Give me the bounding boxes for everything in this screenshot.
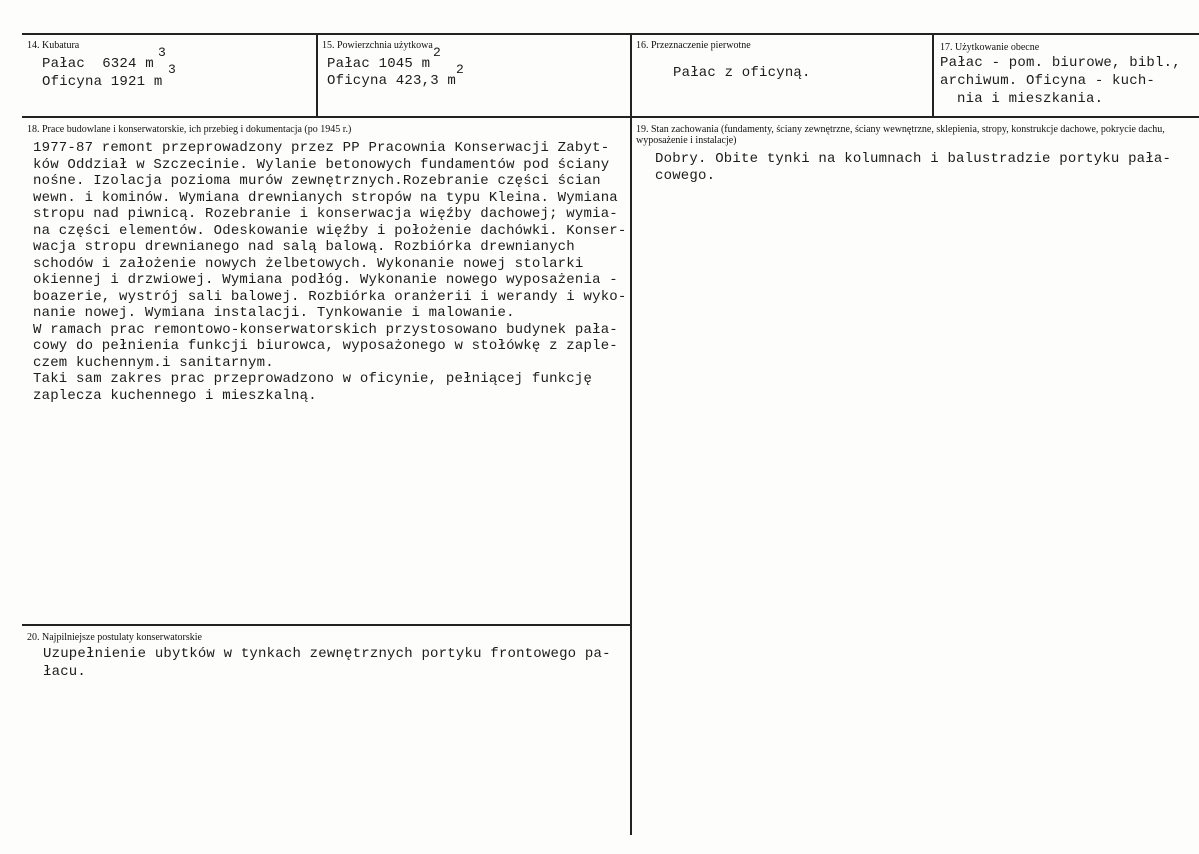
field-17-label: 17. Użytkowanie obecne xyxy=(940,42,1040,53)
field-16-label: 16. Przeznaczenie pierwotne xyxy=(636,40,751,51)
field-17-line-2: archiwum. Oficyna - kuch- xyxy=(940,73,1156,89)
field-18-label: 18. Prace budowlane i konserwatorskie, ich przebieg i dokumentacja (po 1945 r.) xyxy=(27,124,352,135)
field-16-value: Pałac z oficyną. xyxy=(673,65,811,81)
field-18-line: boazerie, wystrój sali balowej. Rozbiórka oranżerii i werandy i wyko- xyxy=(33,288,627,305)
col-divider-2 xyxy=(630,33,632,835)
field-20-label: 20. Najpilniejsze postulaty konserwatorskie xyxy=(27,632,202,643)
field-19-label: 19. Stan zachowania (fundamenty, ściany zewnętrzne, ściany wewnętrzne, sklepienia, stropy, konstrukcje dachowe, pokrycie dachu, wyposażenie i instalacje) xyxy=(636,124,1165,146)
col-divider-3 xyxy=(932,33,934,117)
top-border xyxy=(22,33,1199,35)
row-divider-1 xyxy=(22,116,1199,118)
field-18-line: stropu nad piwnicą. Rozebranie i konserwacja więźby dachowej; wymia- xyxy=(33,206,618,222)
field-20-line-2: łacu. xyxy=(43,664,87,680)
field-15-sup-2: 2 xyxy=(456,62,464,77)
field-19-line-2: cowego. xyxy=(655,168,716,184)
field-15-sup-1: 2 xyxy=(433,45,441,60)
field-15-label: 15. Powierzchnia użytkowa xyxy=(322,40,433,51)
field-18-line: W ramach prac remontowo-konserwatorskich przystosowano budynek pała- xyxy=(33,321,618,338)
field-14-sup-1: 3 xyxy=(158,45,166,60)
field-14-line-1: Pałac 6324 m xyxy=(42,56,154,72)
field-17-line-1: Pałac - pom. biurowe, bibl., xyxy=(940,55,1181,71)
field-18-line: wacja stropu drewnianego nad salą balową. Rozbiórka drewnianych xyxy=(33,239,575,255)
field-20-line-1: Uzupełnienie ubytków w tynkach zewnętrznych portyku frontowego pa- xyxy=(43,646,611,662)
field-18-line: czem kuchennym.i sanitarnym. xyxy=(33,354,274,371)
field-18-line: schodów i założenie nowych żelbetowych. Wykonanie nowej stolarki xyxy=(33,255,584,272)
field-18-line: Taki sam zakres prac przeprowadzono w oficynie, pełniącej funkcję xyxy=(33,371,593,387)
field-14-label: 14. Kubatura xyxy=(27,40,80,51)
field-14-line-2: Oficyna 1921 m xyxy=(42,74,163,90)
field-18-line: okiennej i drzwiowej. Wymiana podłóg. Wykonanie nowego wyposażenia - xyxy=(33,272,618,288)
field-18-body xyxy=(33,140,627,404)
field-18-line: wewn. i kominów. Wymiana drewnianych stropów na typu Kleina. Wymiana xyxy=(33,189,618,206)
field-15-line-2: Oficyna 423,3 m xyxy=(327,73,457,89)
field-18-line: 1977-87 remont przeprowadzony przez PP Pracownia Konserwacji Zabyt- xyxy=(33,140,610,156)
field-18-line: cowy do pełnienia funkcji biurowca, wyposażonego w stołówkę z zaple- xyxy=(33,338,618,354)
col-divider-1 xyxy=(316,33,318,117)
field-18-line: nośne. Izolacja pozioma murów zewnętrznych.Rozebranie części ścian xyxy=(33,173,601,189)
row-divider-2 xyxy=(22,624,631,626)
field-14-sup-2: 3 xyxy=(168,62,176,77)
field-18-line: ków Oddział w Szczecinie. Wylanie betonowych fundamentów pod ściany xyxy=(33,156,610,173)
field-18-line: na części elementów. Odeskowanie więźby i położenie dachówki. Konser- xyxy=(33,222,627,239)
field-15-line-1: Pałac 1045 m xyxy=(327,56,431,72)
field-19-line-1: Dobry. Obite tynki na kolumnach i balustradzie portyku pała- xyxy=(655,151,1172,167)
field-18-line: zaplecza kuchennego i mieszkalną. xyxy=(33,387,317,404)
field-17-line-3: nia i mieszkania. xyxy=(957,91,1104,107)
field-18-line: nanie nowej. Wymiana instalacji. Tynkowanie i malowanie. xyxy=(33,305,515,321)
